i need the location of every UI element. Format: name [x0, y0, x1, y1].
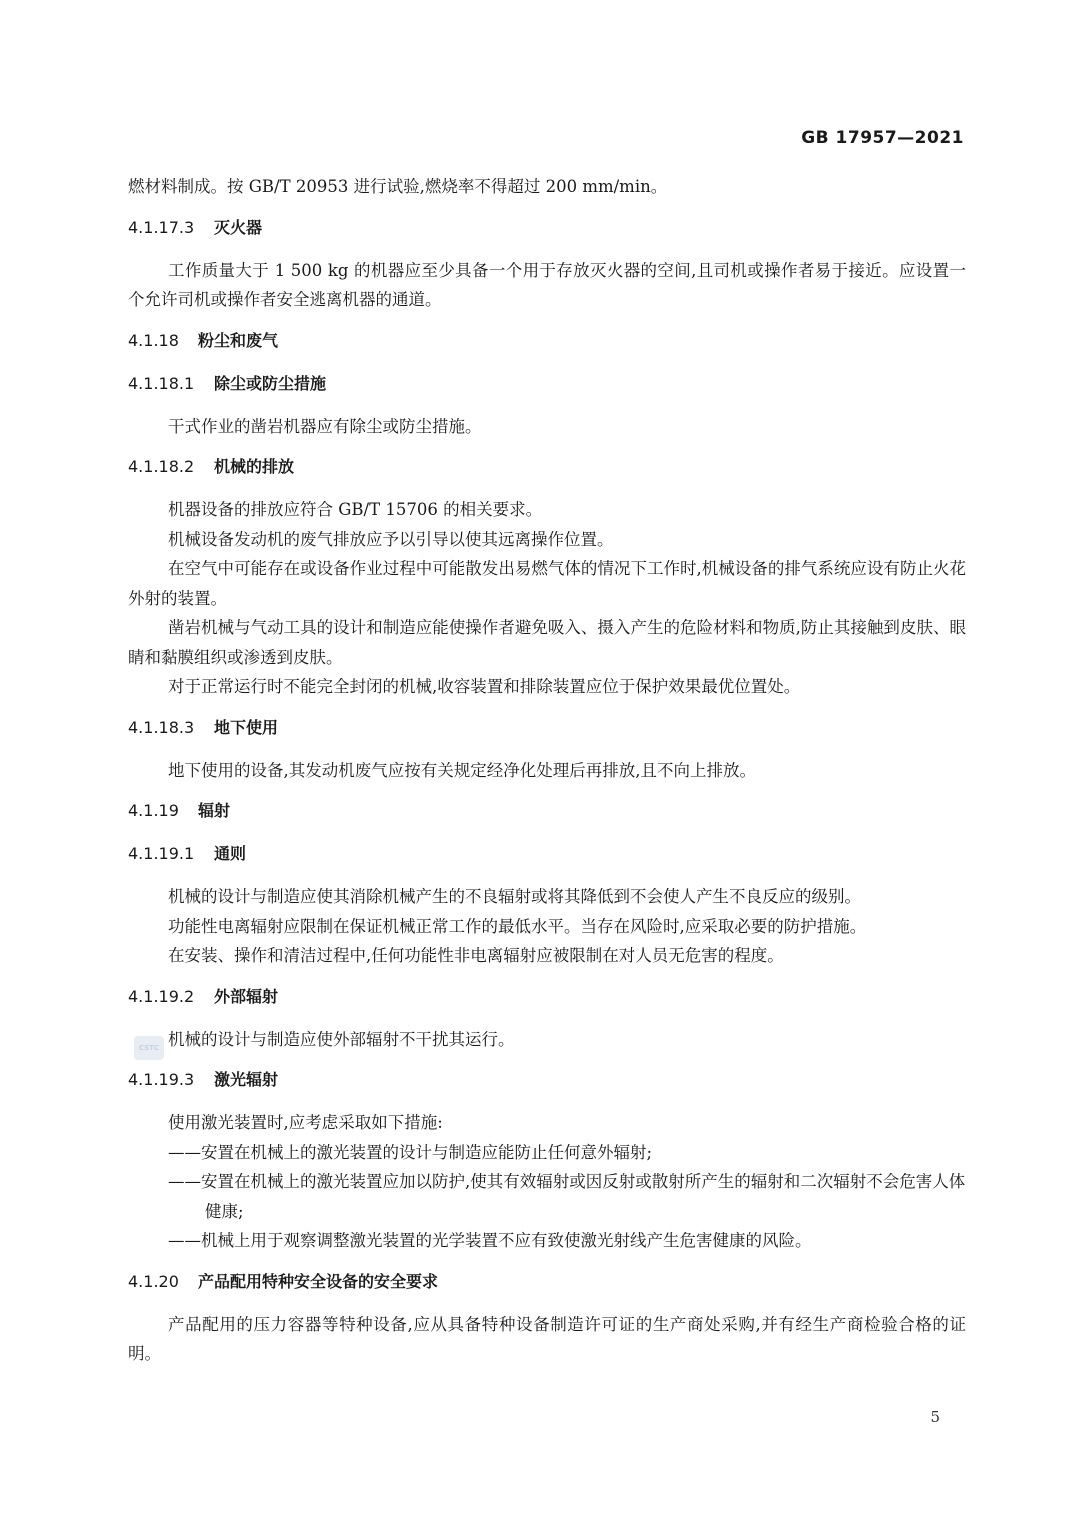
section-number: 4.1.17.3 [128, 217, 195, 237]
paragraph: 机械的设计与制造应使其消除机械产生的不良辐射或将其降低到不会使人产生不良反应的级别。 [168, 887, 861, 906]
section-heading-4-1-19 [128, 796, 966, 826]
section-heading-4-1-19-3 [128, 1065, 966, 1095]
section-title: 地下使用 [214, 717, 279, 737]
section-heading-4-1-18-1 [128, 369, 966, 399]
section-title: 灭火器 [214, 217, 263, 237]
paragraph: 对于正常运行时不能完全封闭的机械,收容装置和排除装置应位于保护效果最优位置处。 [168, 677, 801, 696]
paragraph: 干式作业的凿岩机器应有除尘或防尘措施。 [168, 416, 482, 436]
section-title: 机械的排放 [214, 457, 295, 476]
section-heading-4-1-19-2 [128, 982, 966, 1012]
continuation-paragraph: 燃材料制成。按 GB/T 20953 进行试验,燃烧率不得超过 200 mm/min。 [128, 177, 668, 196]
section-title: 产品配用特种安全设备的安全要求 [198, 1271, 439, 1291]
section-number: 4.1.19 [128, 801, 179, 820]
paragraph: 功能性电离辐射应限制在保证机械正常工作的最低水平。当存在风险时,应采取必要的防护措施。 [168, 916, 867, 936]
section-heading-4-1-18-3 [128, 713, 966, 743]
dash-list-item: ——机械上用于观察调整激光装置的光学装置不应有致使激光射线产生危害健康的风险。 [168, 1231, 812, 1250]
section-number: 4.1.18.3 [128, 717, 195, 737]
standard-number: GB 17957—2021 [801, 128, 964, 148]
section-number: 4.1.20 [128, 1271, 179, 1291]
section-title: 粉尘和废气 [198, 330, 279, 350]
section-number: 4.1.19.2 [128, 986, 195, 1006]
paragraph: 机械设备发动机的废气排放应予以引导以使其远离操作位置。 [168, 529, 614, 549]
section-heading-4-1-18 [128, 326, 966, 356]
section-title: 外部辐射 [214, 986, 279, 1006]
section-title: 激光辐射 [214, 1070, 279, 1089]
section-number: 4.1.18.2 [128, 457, 195, 476]
section-heading-4-1-20 [128, 1267, 966, 1297]
section-number: 4.1.18.1 [128, 373, 195, 393]
section-heading-4-1-18-2 [128, 452, 966, 482]
section-title: 除尘或防尘措施 [214, 373, 327, 393]
section-heading-4-1-17-3 [128, 213, 966, 243]
section-title: 辐射 [198, 801, 231, 820]
paragraph: 在空气中可能存在或设备作业过程中可能散发出易燃气体的情况下工作时,机械设备的排气系统应设有防止火花外射的装置。 [128, 559, 966, 608]
dash-list-item: ——安置在机械上的激光装置应加以防护,使其有效辐射或因反射或散射所产生的辐射和二次辐射不会危害人体健康; [168, 1172, 966, 1221]
page-number: 5 [930, 1408, 940, 1426]
paragraph: 机械的设计与制造应使外部辐射不干扰其运行。 [168, 1029, 515, 1049]
paragraph: 工作质量大于 1 500 kg 的机器应至少具备一个用于存放灭火器的空间,且司机或操作者易于接近。应设置一个允许司机或操作者安全逃离机器的通道。 [128, 260, 966, 309]
watermark-logo: CSTC [134, 1036, 164, 1060]
dash-list-item: ——安置在机械上的激光装置的设计与制造应能防止任何意外辐射; [168, 1142, 653, 1162]
document-body [128, 172, 966, 1369]
section-number: 4.1.18 [128, 330, 179, 350]
paragraph: 使用激光装置时,应考虑采取如下措施: [168, 1113, 443, 1132]
paragraph: 地下使用的设备,其发动机废气应按有关规定经净化处理后再排放,且不向上排放。 [168, 760, 756, 780]
paragraph: 产品配用的压力容器等特种设备,应从具备特种设备制造许可证的生产商处采购,并有经生产商检验合格的证明。 [128, 1314, 966, 1363]
paragraph: 在安装、操作和清洁过程中,任何功能性非电离辐射应被限制在对人员无危害的程度。 [168, 946, 784, 965]
paragraph: 机器设备的排放应符合 GB/T 15706 的相关要求。 [168, 500, 543, 519]
section-title: 通则 [214, 844, 247, 863]
section-number: 4.1.19.3 [128, 1070, 195, 1089]
section-number: 4.1.19.1 [128, 844, 195, 863]
section-heading-4-1-19-1 [128, 839, 966, 869]
paragraph: 凿岩机械与气动工具的设计和制造应能使操作者避免吸入、摄入产生的危险材料和物质,防止其接触到皮肤、眼睛和黏膜组织或渗透到皮肤。 [128, 618, 966, 667]
